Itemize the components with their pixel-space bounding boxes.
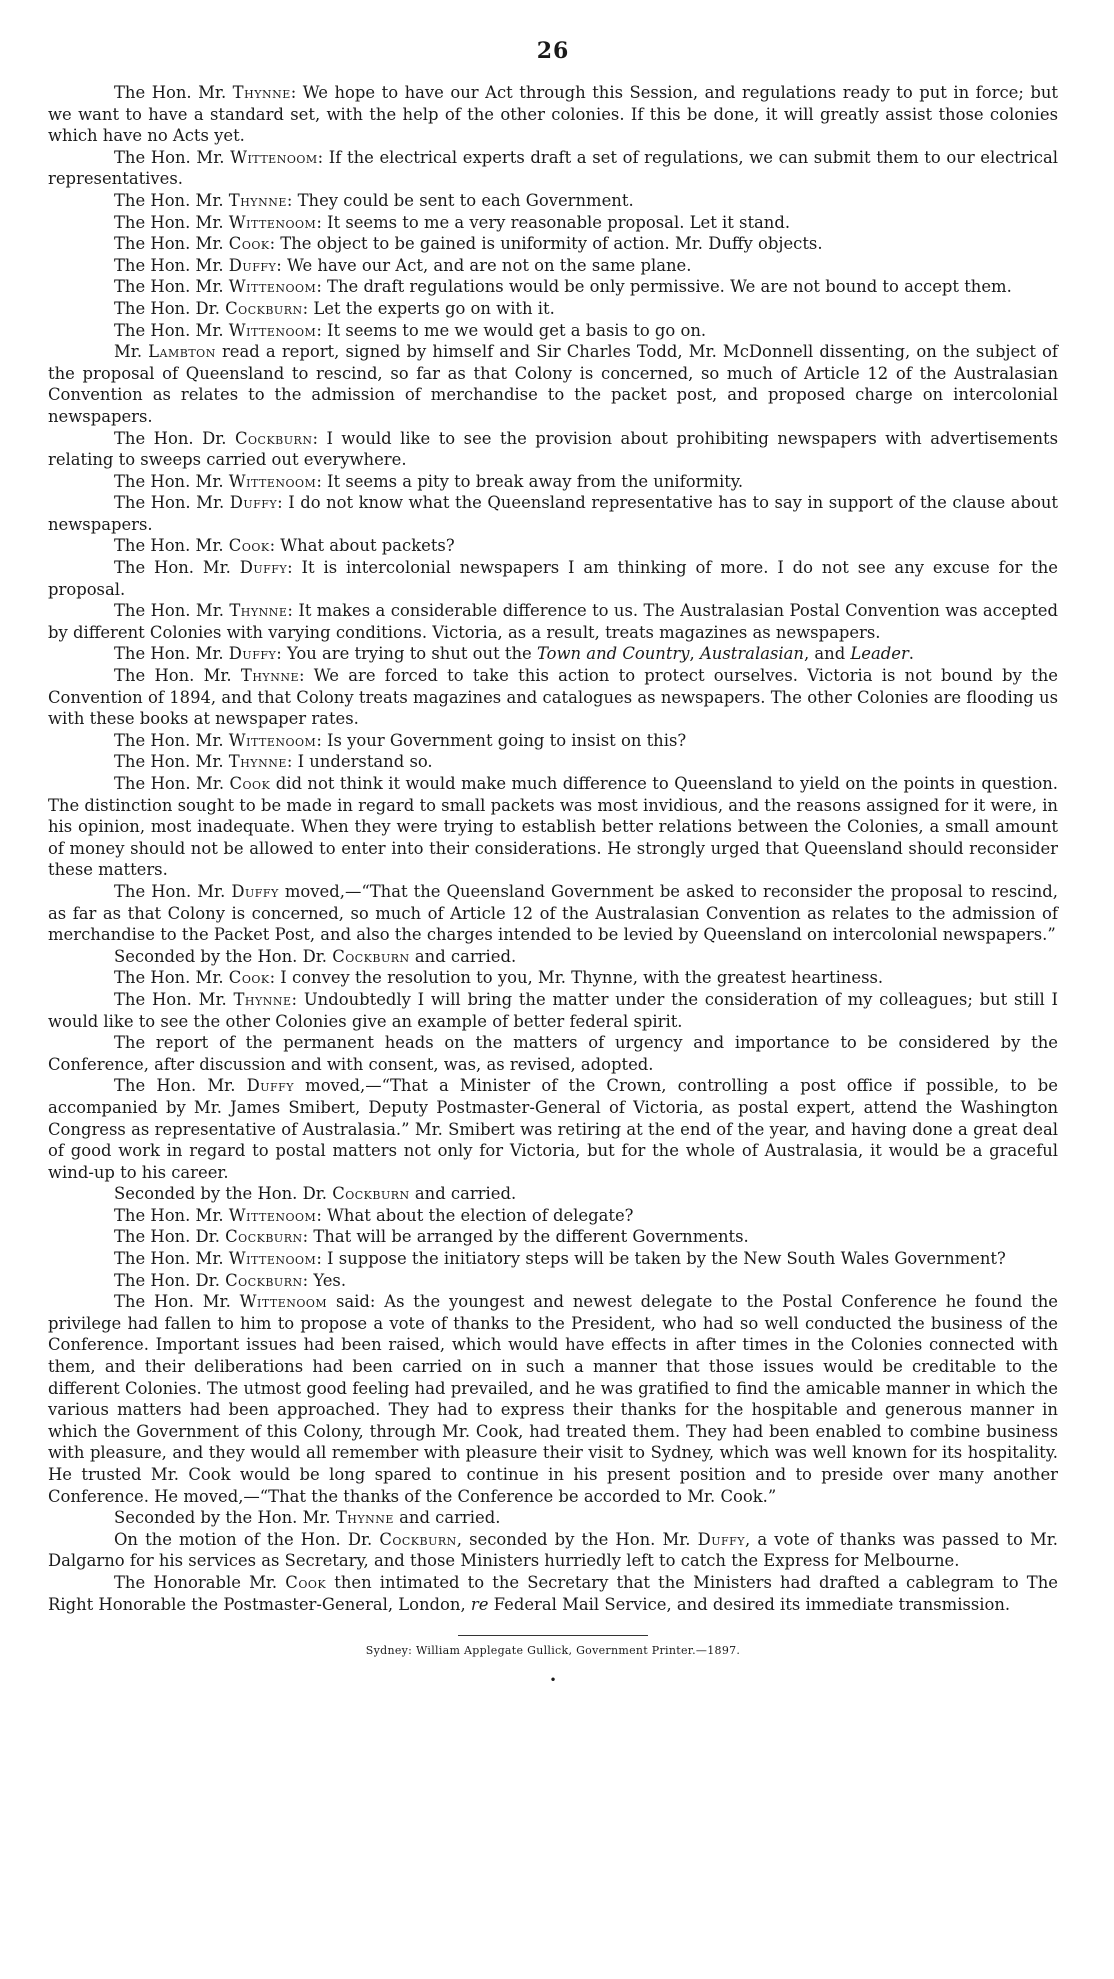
paragraph: The Hon. Mr. Wittenoom: I suppose the initiatory steps will be taken by the New South Wales Government?	[114, 1249, 1006, 1269]
paragraph: The Hon. Mr. Thynne: I understand so.	[114, 752, 433, 772]
paragraph: The Hon. Mr. Duffy moved,—“That the Queensland Government be asked to reconsider the proposal to rescind, as far as that Colony is concerned, so much of Article 12 of the Australasian Convention as relates to the admission of merchandise to the Packet Post, and also the charges intended to be levied by Queensland on intercolonial newspapers.”	[48, 881, 1058, 945]
paragraph: The Hon. Mr. Thynne: It makes a considerable difference to us. The Australasian Postal Convention was accepted by different Colonies with varying conditions. Victoria, as a result, treats magazines as newspapers.	[48, 601, 1058, 642]
paragraph: On the motion of the Hon. Dr. Cockburn, seconded by the Hon. Mr. Duffy, a vote of thanks was passed to Mr. Dalgarno for his services as Secretary, and those Ministers hurriedly left to catch the Express for Melbourne.	[48, 1529, 1059, 1571]
paragraph: The Hon. Mr. Wittenoom: If the electrical experts draft a set of regulations, we can submit them to our electrical representatives.	[48, 147, 1058, 189]
paragraph: Mr. Lambton read a report, signed by himself and Sir Charles Todd, Mr. McDonnell dissenting, on the subject of the proposal of Queensland to rescind, so far as that Colony is concerned, so much of Article 12 of the Australasian Convention as relates to the admission of merchandise to the packet post, and proposed charge on intercolonial newspapers.	[48, 342, 1058, 426]
paragraph: The Hon. Dr. Cockburn: Yes.	[114, 1270, 347, 1290]
paragraph: The Hon. Mr. Cook: I convey the resolution to you, Mr. Thynne, with the greatest heartiness.	[114, 968, 884, 988]
paragraph: The Hon. Mr. Cook: The object to be gained is uniformity of action. Mr. Duffy objects.	[114, 234, 823, 254]
paragraph: The Hon. Mr. Wittenoom said: As the youngest and newest delegate to the Postal Conference he found the privilege had fallen to him to propose a vote of thanks to the President, who had so well conducted the business of the Conference. Important issues had been raised, which would have effects in after times in the Colonies connected with them, and their deliberations had been carried on in such a manner that those issues would be creditable to the different Colonies. The utmost good feeling had prevailed, and he was gratified to find the amicable manner in which the various matters had been approached. They had to express their thanks for the hospitable and generous manner in which the Government of this Colony, through Mr. Cook, had treated them. They had been enabled to combine business with pleasure, and they would all remember with pleasure their visit to Sydney, which was well known for its hospitality. He trusted Mr. Cook would be long spared to continue in his present position and to preside over many another Conference. He moved,—“That the thanks of the Conference be accorded to Mr. Cook.”	[48, 1292, 1059, 1506]
paragraph: The Hon. Mr. Thynne: They could be sent to each Government.	[114, 190, 634, 210]
paragraph: The Hon. Mr. Duffy: I do not know what the Queensland representative has to say in support of the clause about newspapers.	[48, 493, 1058, 534]
printer-imprint: Sydney: William Applegate Gullick, Government Printer.—1897.	[365, 1644, 741, 1658]
paragraph: The Hon. Mr. Wittenoom: What about the election of delegate?	[114, 1205, 634, 1225]
paragraph: The Hon. Mr. Duffy: You are trying to shut out the Town and Country, Australasian, and Leader.	[114, 644, 915, 664]
document-page	[48, 38, 1058, 1687]
paragraph: The Hon. Mr. Wittenoom: It seems a pity to break away from the uniformity.	[114, 471, 744, 491]
paragraph: The Hon. Mr. Wittenoom: The draft regulations would be only permissive. We are not bound to accept them.	[114, 277, 1012, 297]
paragraph: The Hon. Mr. Wittenoom: It seems to me a very reasonable proposal. Let it stand.	[114, 212, 791, 232]
paragraph: The Hon. Mr. Thynne: Undoubtedly I will bring the matter under the consideration of my colleagues; but still I would like to see the other Colonies give an example of better federal spirit.	[48, 989, 1058, 1031]
paragraph: The Hon. Mr. Thynne: We are forced to take this action to protect ourselves. Victoria is not bound by the Convention of 1894, and that Colony treats magazines and catalogues as newspapers. The other Colonies are flooding us with these books at newspaper rates.	[48, 666, 1059, 729]
paragraph: The Hon. Mr. Cook: What about packets?	[114, 536, 455, 556]
paragraph: The Hon. Mr. Duffy moved,—“That a Minister of the Crown, controlling a post office if possible, to be accompanied by Mr. James Smibert, Deputy Postmaster-General of Victoria, as postal expert, attend the Washington Congress as representative of Australasia.” Mr. Smibert was retiring at the end of the year, and having done a great deal of good work in regard to postal matters not only for Victoria, but for the whole of Australasia, it would be a graceful wind-up to his career.	[48, 1076, 1058, 1182]
paragraph: Seconded by the Hon. Dr. Cockburn and carried.	[114, 946, 517, 966]
minutes-body	[48, 82, 1058, 1615]
paragraph: The Hon. Mr. Duffy: We have our Act, and are not on the same plane.	[114, 255, 692, 275]
page-number: 26	[536, 38, 570, 64]
paragraph: The Hon. Mr. Duffy: It is intercolonial newspapers I am thinking of more. I do not see any excuse for the proposal.	[48, 558, 1058, 599]
paragraph: The Hon. Dr. Cockburn: That will be arranged by the different Governments.	[114, 1227, 749, 1247]
paragraph: The Hon. Mr. Wittenoom: Is your Government going to insist on this?	[114, 730, 687, 750]
paragraph: The report of the permanent heads on the matters of urgency and importance to be considered by the Conference, after discussion and with consent, was, as revised, adopted.	[48, 1033, 1058, 1074]
paragraph: The Hon. Dr. Cockburn: Let the experts go on with it.	[114, 298, 555, 318]
paragraph: Seconded by the Hon. Mr. Thynne and carried.	[114, 1508, 501, 1528]
paragraph: The Hon. Mr. Thynne: We hope to have our Act through this Session, and regulations ready to put in force; but we want to have a standard set, with the help of the other colonies. If this be done, it will greatly assist those colonies which have no Acts yet.	[48, 83, 1058, 146]
paragraph: The Hon. Mr. Wittenoom: It seems to me we would get a basis to go on.	[114, 320, 707, 340]
footer-divider	[458, 1635, 648, 1636]
bottom-dot-mark: •	[549, 1673, 557, 1688]
paragraph: The Honorable Mr. Cook then intimated to the Secretary that the Ministers had drafted a cablegram to The Right Honorable the Postmaster-General, London, re Federal Mail Service, and desired its immediate transmission.	[48, 1572, 1058, 1614]
paragraph: The Hon. Dr. Cockburn: I would like to see the provision about prohibiting newspapers with advertisements relating to sweeps carried out everywhere.	[48, 428, 1059, 470]
paragraph: Seconded by the Hon. Dr. Cockburn and carried.	[114, 1184, 517, 1204]
paragraph: The Hon. Mr. Cook did not think it would make much difference to Queensland to yield on the points in question. The distinction sought to be made in regard to small packets was most invidious, and the reasons assigned for it were, in his opinion, most inadequate. When they were trying to establish better relations between the Colonies, a small amount of money should not be allowed to enter into their considerations. He strongly urged that Queensland should reconsider these matters.	[48, 774, 1058, 880]
